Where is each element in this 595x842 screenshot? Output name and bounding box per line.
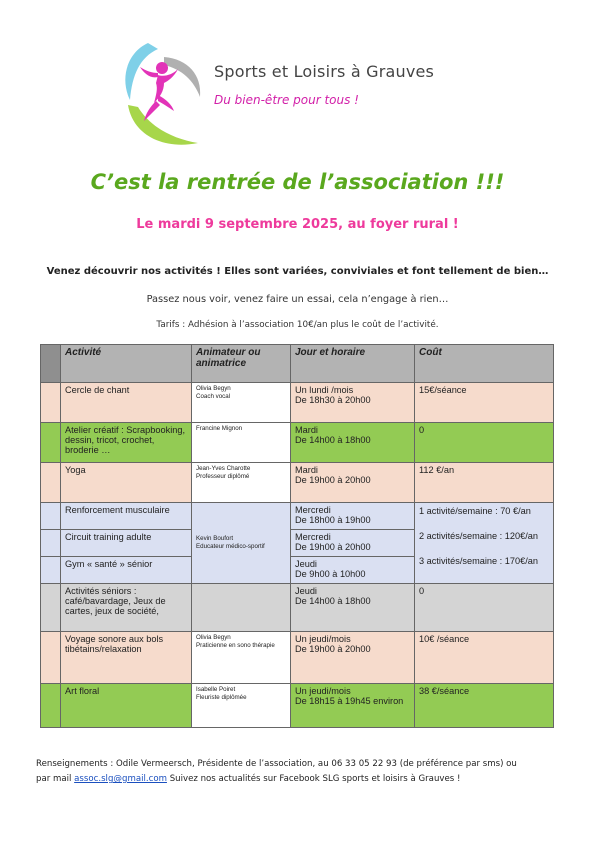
table-cell — [41, 503, 61, 530]
intro-line: Passez nous voir, venez faire un essai, cela n’engage à rien… — [146, 294, 449, 305]
table-header-row — [41, 345, 554, 383]
animator-cell: Kevin Boufort Educateur médico-sportif — [192, 503, 291, 584]
schedule-cell: Un lundi /mois De 18h30 à 20h00 — [291, 383, 415, 423]
table-row — [41, 503, 554, 530]
table-cell — [41, 383, 61, 423]
table-cell — [41, 584, 61, 632]
activity-cell: Cercle de chant — [61, 383, 192, 423]
table-row — [41, 423, 554, 463]
cost-cell: 15€/séance — [415, 383, 554, 423]
animator-cell: Jean-Yves Charotte Professeur diplômé — [192, 463, 291, 503]
activity-cell: Activités séniors : café/bavardage, Jeux de cartes, jeux de société, — [61, 584, 192, 632]
table-cell — [41, 684, 61, 728]
cost-cell: 0 — [415, 584, 554, 632]
cost-cell — [415, 503, 554, 584]
animator-cell: Isabelle Poiret Fleuriste diplômée — [192, 684, 291, 728]
table-cell — [41, 463, 61, 503]
schedule-cell: Un jeudi/mois De 18h15 à 19h45 environ — [291, 684, 415, 728]
animator-cell: Francine Mignon — [192, 423, 291, 463]
schedule-cell: Mercredi De 18h00 à 19h00 — [291, 503, 415, 530]
table-row — [41, 684, 554, 728]
table-header-cell: Animateur ou animatrice — [192, 345, 291, 383]
cost-cell: 38 €/séance — [415, 684, 554, 728]
activity-cell: Renforcement musculaire — [61, 503, 192, 530]
animator-cell: Olivia Begyn Praticienne en sono thérapie — [192, 632, 291, 684]
table-cell — [41, 632, 61, 684]
activity-cell: Atelier créatif : Scrapbooking, dessin, tricot, crochet, broderie … — [61, 423, 192, 463]
contact-info — [36, 757, 561, 787]
cost-line: 3 activités/semaine : 170€/an — [419, 556, 538, 566]
table-cell — [41, 557, 61, 584]
activities-table — [40, 344, 554, 728]
schedule-cell: Mercredi De 19h00 à 20h00 — [291, 530, 415, 557]
animator-cell: Olivia Begyn Coach vocal — [192, 383, 291, 423]
intro-line: Venez découvrir nos activités ! Elles sont variées, conviviales et font tellement de bien… — [46, 266, 549, 277]
cost-line: 2 activités/semaine : 120€/an — [419, 531, 538, 541]
contact-line: Renseignements : Odile Vermeersch, Présidente de l’association, au 06 33 05 22 93 (de préférence par sms) ou — [36, 759, 517, 769]
schedule-cell: Jeudi De 9h00 à 10h00 — [291, 557, 415, 584]
table-row — [41, 632, 554, 684]
tarifs-line: Tarifs : Adhésion à l’association 10€/an plus le coût de l’activité. — [156, 320, 439, 330]
table-header-cell: Activité — [61, 345, 192, 383]
schedule-cell: Jeudi De 14h00 à 18h00 — [291, 584, 415, 632]
dancer-logo-icon — [118, 35, 208, 150]
activity-cell: Gym « santé » sénior — [61, 557, 192, 584]
org-name: Sports et Loisirs à Grauves — [214, 62, 435, 81]
table-header-cell — [41, 345, 61, 383]
schedule-cell: Mardi De 19h00 à 20h00 — [291, 463, 415, 503]
cost-cell: 10€ /séance — [415, 632, 554, 684]
table-row — [41, 463, 554, 503]
schedule-cell: Un jeudi/mois De 19h00 à 20h00 — [291, 632, 415, 684]
event-date-subtitle: Le mardi 9 septembre 2025, au foyer rural ! — [136, 217, 459, 232]
table-cell — [41, 423, 61, 463]
email-link[interactable]: assoc.slg@gmail.com — [74, 774, 167, 784]
activity-cell: Circuit training adulte — [61, 530, 192, 557]
facebook-line: Suivez nos actualités sur Facebook SLG sports et loisirs à Grauves ! — [169, 774, 461, 784]
schedule-cell: Mardi De 14h00 à 18h00 — [291, 423, 415, 463]
table-row — [41, 584, 554, 632]
activity-cell: Voyage sonore aux bols tibétains/relaxation — [61, 632, 192, 684]
activity-cell: Yoga — [61, 463, 192, 503]
table-cell — [41, 530, 61, 557]
activity-cell: Art floral — [61, 684, 192, 728]
cost-line: 1 activité/semaine : 70 €/an — [419, 506, 531, 516]
table-header-cell: Jour et horaire — [291, 345, 415, 383]
page-title: C’est la rentrée de l’association !!! — [90, 170, 505, 194]
animator-cell — [192, 584, 291, 632]
contact-mail-prefix: par mail — [36, 774, 72, 784]
cost-cell: 112 €/an — [415, 463, 554, 503]
table-row — [41, 383, 554, 423]
table-header-cell: Coût — [415, 345, 554, 383]
cost-cell: 0 — [415, 423, 554, 463]
org-tagline: Du bien-être pour tous ! — [214, 93, 359, 107]
